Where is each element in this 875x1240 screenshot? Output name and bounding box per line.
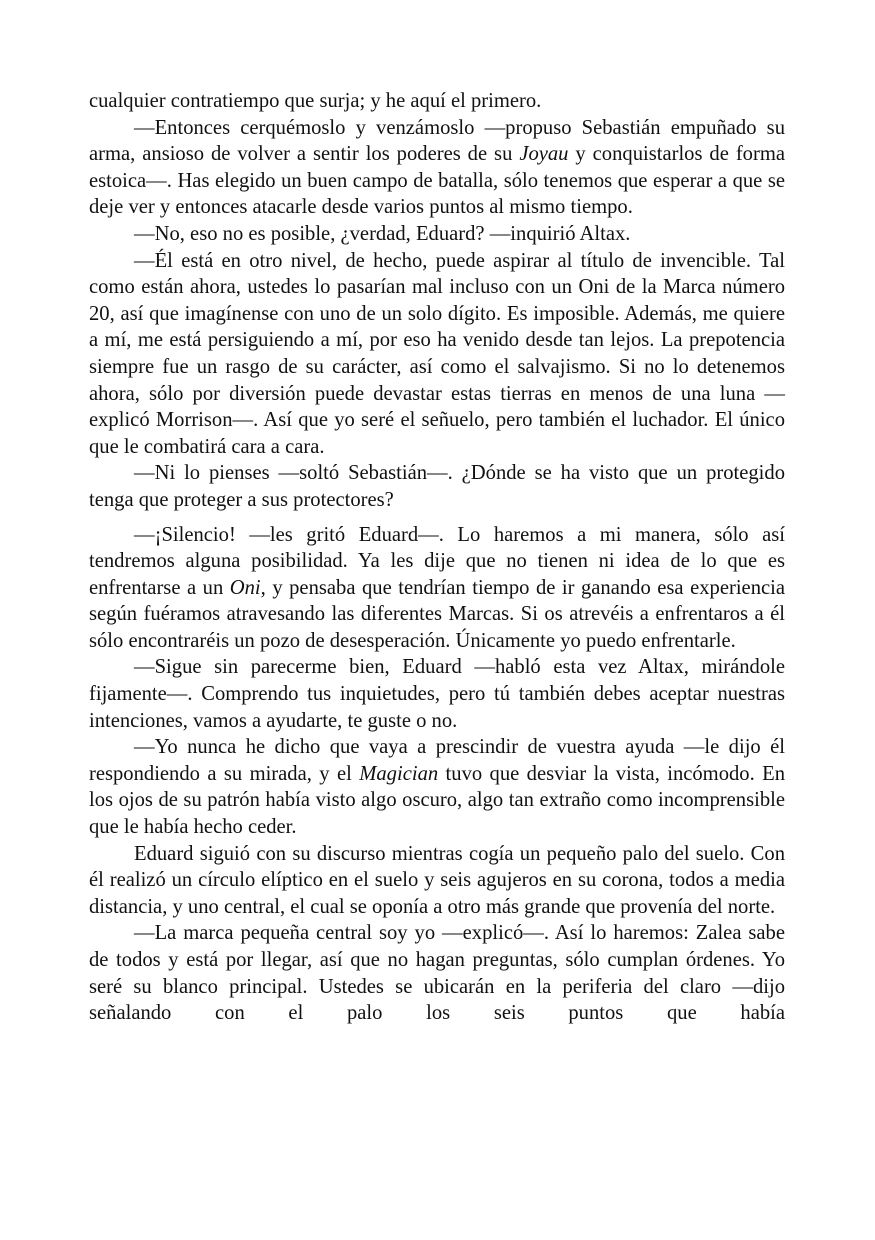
paragraph-text: —Sigue sin parecerme bien, Eduard —habló esta vez Altax, mirándole fijamente—. Comprendo tus inquietudes, pero tú también debes aceptar nuestras intenciones, vamos a ayudarte, te guste o no. [89, 656, 785, 732]
italic-term: Joyau [519, 143, 569, 166]
paragraph-5 [89, 460, 785, 513]
italic-term: Oni [229, 576, 261, 599]
paragraph-text: tuvo que desviar la vista, incómodo. En los ojos de su patrón había visto algo oscuro, algo tan extraño como incomprensible que le había hecho ceder. [89, 762, 786, 839]
paragraph-text: y conquistarlos de forma estoica—. Has elegido un buen campo de batalla, sólo tenemos que esperar a que se deje ver y entonces atacarle desde varios puntos al mismo tiempo. [89, 143, 785, 219]
paragraph-text: —¡Silencio! —les gritó Eduard—. Lo haremos a mi manera, sólo así tendremos alguna posibilidad. Ya les dije que no tienen ni idea de lo que es enfrentarse a un [89, 523, 785, 599]
paragraph-7 [89, 654, 785, 734]
paragraph-text: —Yo nunca he dicho que vaya a prescindir de vuestra ayuda —le dijo él respondiendo a su mirada, y el [89, 736, 785, 785]
paragraph-6 [89, 522, 785, 655]
paragraph-2 [89, 115, 785, 221]
paragraph-1 [89, 88, 785, 115]
paragraph-text: —Entonces cerquémoslo y venzámoslo —propuso Sebastián empuñado su arma, ansioso de volver a sentir los poderes de su [89, 116, 785, 166]
paragraph-3 [89, 221, 785, 248]
paragraph-8 [89, 734, 785, 840]
paragraph-text: —Él está en otro nivel, de hecho, puede aspirar al título de invencible. Tal como están ahora, ustedes lo pasarían mal incluso con un Oni de la Marca número 20, así que imagínense con uno de un solo dígito. Es imposible. Además, me quiere a mí, me está persiguiendo a mí, por eso ha venido desde tan lejos. La prepotencia siempre fue un rasgo de su carácter, así como el salvajismo. Si no lo detenemos ahora, sólo por diversión puede devastar estas tierras en menos de una luna —explicó Morrison—. Así que yo seré el señuelo, pero también el luchador. El único que le combatirá cara a cara. [89, 249, 785, 458]
paragraph-text: , y pensaba que tendrían tiempo de ir ganando esa experiencia según fuéramos atravesando las diferentes Marcas. Si os atrevéis a enfrentaros a él sólo encontraréis un pozo de desesperación. Únicamente yo puedo enfrentarle. [89, 576, 785, 652]
italic-term: Magician [359, 762, 439, 785]
paragraph-text: Eduard siguió con su discurso mientras cogía un pequeño palo del suelo. Con él realizó un círculo elíptico en el suelo y seis agujeros en su corona, todos a media distancia, y uno central, el cual se oponía a otro más grande que provenía del norte. [89, 842, 785, 918]
paragraph-9 [89, 841, 785, 921]
paragraph-text: —Ni lo pienses —soltó Sebastián—. ¿Dónde se ha visto que un protegido tenga que proteger a sus protectores? [89, 462, 785, 511]
paragraph-text: cualquier contratiempo que surja; y he aquí el primero. [89, 90, 542, 112]
book-page [89, 88, 785, 1027]
paragraph-text: —No, eso no es posible, ¿verdad, Eduard? —inquirió Altax. [134, 222, 631, 245]
paragraph-10 [89, 920, 785, 1026]
paragraph-4 [89, 248, 785, 461]
paragraph-text: —La marca pequeña central soy yo —explicó—. Así lo haremos: Zalea sabe de todos y está por llegar, así que no hagan preguntas, sólo cumplan órdenes. Yo seré su blanco principal. Ustedes se ubicarán en la periferia del claro —dijo señalando con el palo los seis puntos que había [89, 922, 785, 1025]
